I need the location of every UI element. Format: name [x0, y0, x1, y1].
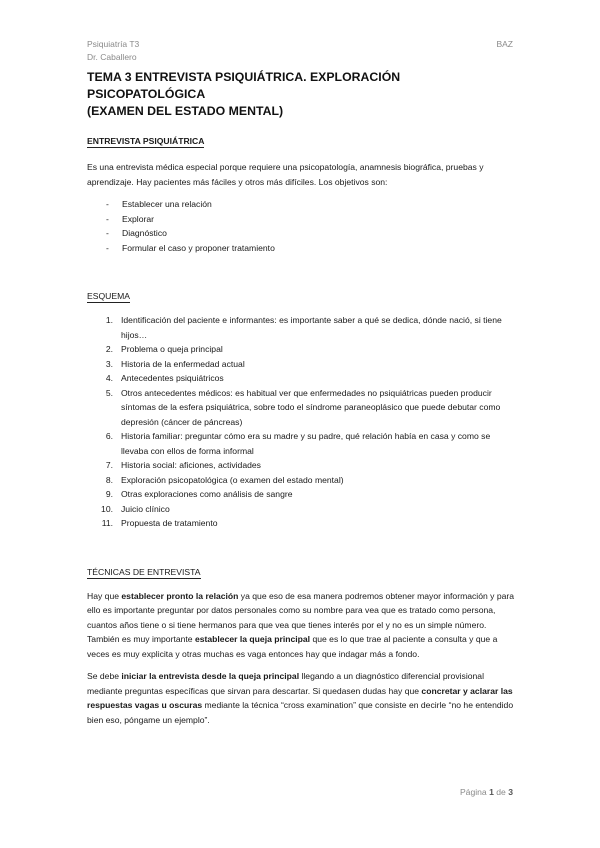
list-item: - Diagnóstico	[106, 228, 167, 238]
list-item: 10. Juicio clínico	[101, 503, 170, 514]
list-item: 7. Historia social: aficiones, actividades	[105, 460, 261, 470]
page-number-footer: Página 1 de 3	[459, 787, 513, 797]
list-item: - Explorar	[106, 213, 154, 224]
list-item: 6. Historia familiar: preguntar cómo era su madre y su padre, qué relación había en casa y como se llevaba con ellos de forma informal	[105, 431, 491, 456]
title-line-2: (EXAMEN DEL ESTADO MENTAL)	[87, 104, 284, 118]
esquema-list	[87, 313, 517, 531]
list-item: 2. Problema o queja principal	[105, 344, 223, 354]
list-item: 4. Antecedentes psiquiátricos	[105, 373, 224, 383]
list-item: 11. Propuesta de tratamiento	[101, 518, 218, 528]
header-professor: Dr. Caballero	[87, 52, 137, 62]
page-content	[87, 69, 517, 727]
header-course: Psiquiatría T3	[87, 39, 140, 49]
list-item: 8. Exploración psicopatológica (o examen del estado mental)	[105, 474, 344, 485]
tecnicas-paragraph-1: Hay que establecer pronto la relación ya que eso de esa manera podremos obtener mayor información y para ello es importante preguntar por datos personales como su nombre para vea que es tratado como persona, cuantos años tiene o si tiene hermanos para que vea que tienes interés por el y no es un simple número. También es muy importante establecer la queja principal que es lo que trae al paciente a consulta y que a veces es muy explicita y otras muchas es vaga entonces hay que indagar más a fondo.	[87, 590, 515, 659]
list-item: 9. Otras exploraciones como análisis de sangre	[105, 489, 293, 499]
list-item: - Establecer una relación	[106, 199, 212, 209]
section-heading-esquema: ESQUEMA	[87, 291, 130, 301]
section-heading-tecnicas: TÉCNICAS DE ENTREVISTA	[87, 566, 201, 577]
section1-intro: Es una entrevista médica especial porque requiere una psicopatología, anamnesis biográfica, pruebas y aprendizaje. Hay pacientes más fáciles y otros más difíciles. Los objetivos son:	[87, 162, 484, 187]
tecnicas-paragraph-2: Se debe iniciar la entrevista desde la queja principal llegando a un diagnóstico diferencial provisional mediante preguntas específicas que sirvan para descartar. Si quedasen dudas hay que concretar y aclarar las respuestas vagas u oscuras mediante la técnica “cross examination” que consiste en decirle “no he entendido bien eso, póngame un ejemplo”.	[87, 671, 514, 725]
document-title	[87, 69, 517, 120]
title-line-1: TEMA 3 ENTREVISTA PSIQUIÁTRICA. EXPLORACIÓN PSICOPATOLÓGICA	[87, 70, 401, 101]
page-header-left	[87, 38, 139, 64]
header-initials: BAZ	[496, 39, 513, 49]
list-item: - Formular el caso y proponer tratamiento	[106, 242, 275, 253]
section-heading-entrevista: ENTREVISTA PSIQUIÁTRICA	[87, 136, 205, 146]
list-item: 3. Historia de la enfermedad actual	[105, 358, 245, 369]
list-item: 1. Identificación del paciente e informantes: es importante saber a qué se dedica, dónde nació, si tiene hijos…	[105, 315, 502, 340]
list-item: 5. Otros antecedentes médicos: es habitual ver que enfermedades no psiquiátricas pueden producir síntomas de la esfera psiquiátrica, sobre todo el síndrome paraneoplásico que puede debutar como depresión (cáncer de páncreas)	[105, 387, 501, 427]
objectives-list	[87, 197, 517, 255]
